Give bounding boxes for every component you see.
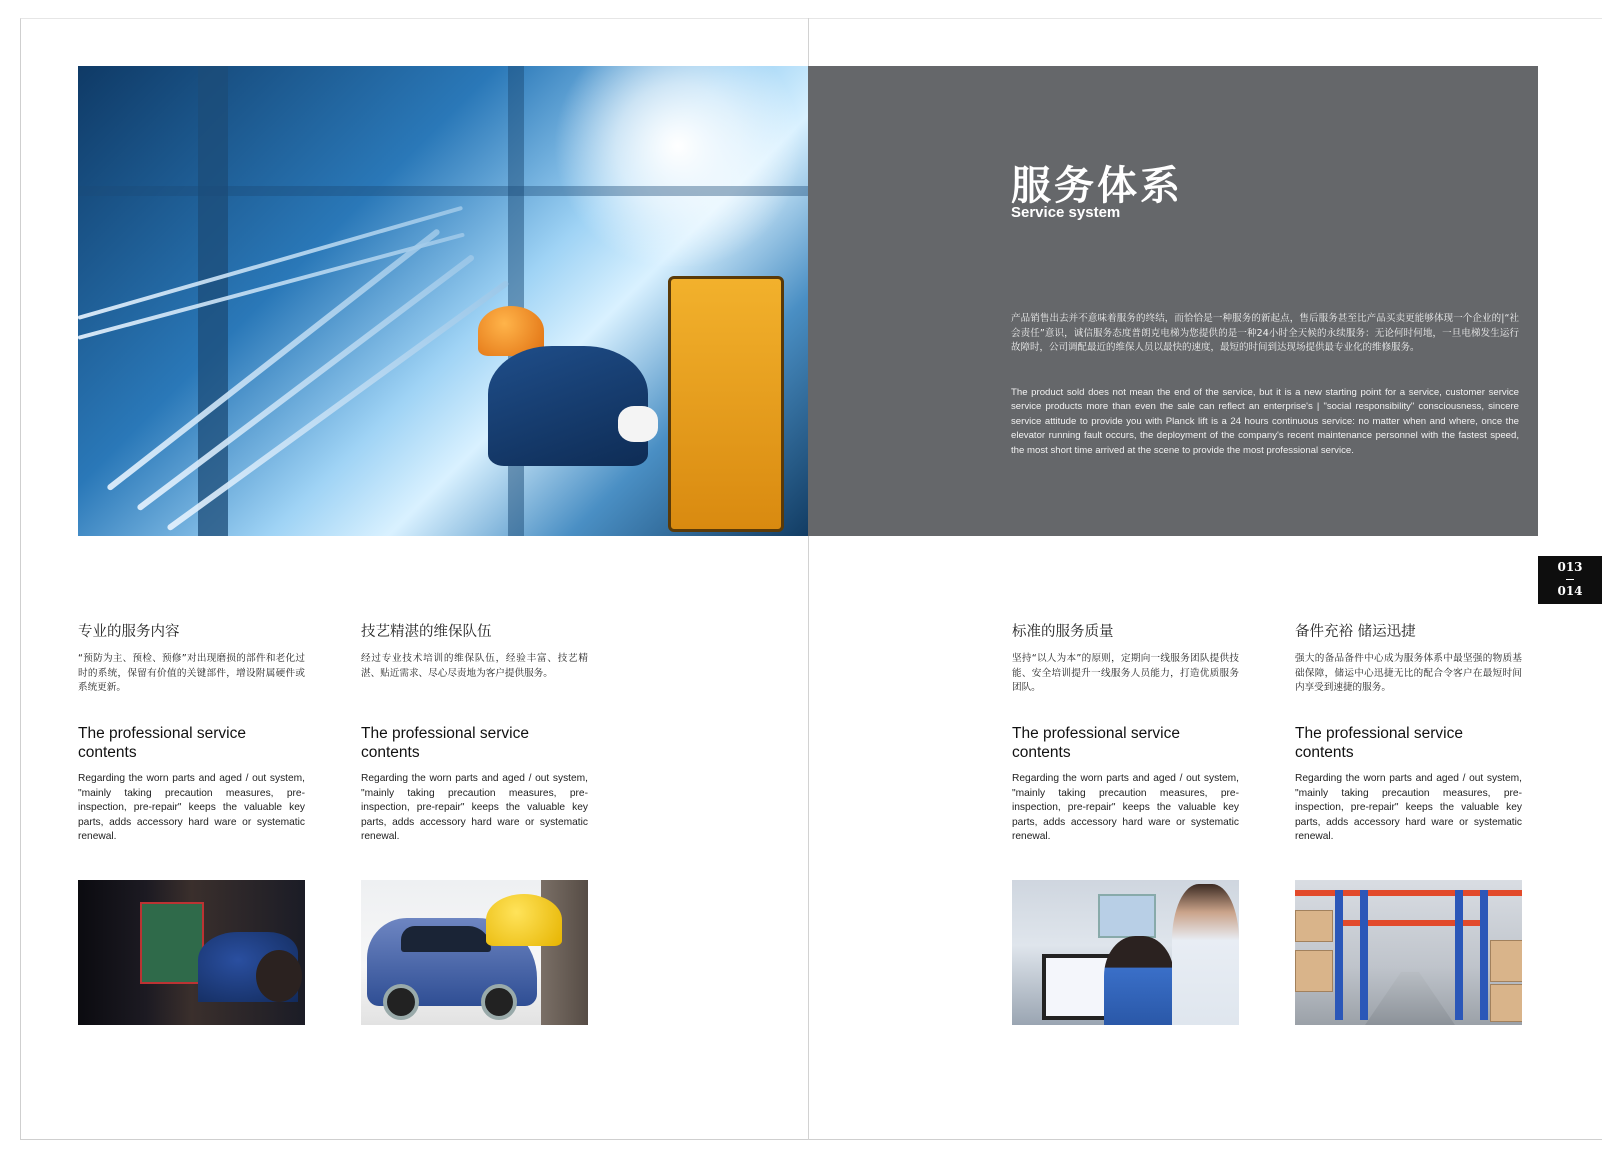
wall-map — [1098, 894, 1156, 938]
shaft-beam — [78, 186, 808, 196]
light-glow — [548, 66, 808, 266]
service-column — [1295, 620, 1522, 844]
stock-box — [1295, 950, 1333, 992]
rack-post — [1455, 890, 1463, 1020]
stock-box — [1295, 910, 1333, 942]
column-text-en: Regarding the worn parts and aged / out system, "mainly taking precaution measures, pre-inspection, pre-repair" keeps the valuable key parts, adds accessory hard ware or systematic renewal. — [361, 773, 588, 843]
steel-cable — [78, 233, 465, 340]
service-column — [1012, 620, 1239, 844]
column-text-en: Regarding the worn parts and aged / out system, "mainly taking precaution measures, pre-inspection, pre-repair" keeps the valuable key parts, adds accessory hard ware or systematic renewal. — [78, 773, 305, 843]
worker-body — [488, 346, 648, 466]
hero-photo — [78, 66, 808, 536]
page-number-left: 013 — [1557, 560, 1583, 574]
rack-post — [1335, 890, 1343, 1020]
seated-worker — [1104, 936, 1174, 1025]
column-heading-en: The professional service contents — [1295, 725, 1463, 761]
section-subtitle: Service system — [1011, 204, 1121, 221]
column-text-en: Regarding the worn parts and aged / out system, "mainly taking precaution measures, pre-inspection, pre-repair" keeps the valuable key parts, adds accessory hard ware or systematic renewal. — [1295, 773, 1522, 843]
column-heading-en: The professional service contents — [1012, 725, 1180, 761]
van-wheel — [383, 984, 419, 1020]
page-number-right: 014 — [1557, 584, 1583, 598]
technician-head — [256, 950, 302, 1002]
column-text-cn: 强大的备品备件中心成为服务体系中最坚强的物质基础保障，储运中心迅捷无比的配合令客户在最短时间内享受到速捷的服务。 — [1295, 653, 1522, 693]
technician-photo — [78, 880, 305, 1025]
yellow-helmet — [486, 894, 562, 946]
page-number-tab — [1538, 556, 1602, 604]
column-heading-en: The professional service contents — [361, 725, 529, 761]
title-block — [808, 66, 1538, 536]
page-number-divider — [1566, 579, 1574, 580]
steel-cable — [136, 254, 475, 512]
column-heading-cn: 备件充裕 储运迅捷 — [1295, 624, 1416, 640]
office-photo — [1012, 880, 1239, 1025]
section-title: 服务体系 — [1011, 162, 1183, 209]
warehouse-photo — [1295, 880, 1522, 1025]
column-text-en: Regarding the worn parts and aged / out system, "mainly taking precaution measures, pre-inspection, pre-repair" keeps the valuable key parts, adds accessory hard ware or systematic renewal. — [1012, 773, 1239, 843]
service-column — [78, 620, 305, 844]
service-van-photo — [361, 880, 588, 1025]
column-heading-cn: 标准的服务质量 — [1012, 624, 1114, 640]
column-heading-en: The professional service contents — [78, 725, 246, 761]
rack-post — [1480, 890, 1488, 1020]
control-box — [668, 276, 784, 532]
column-text-cn: 坚持“以人为本”的原则，定期向一线服务团队提供技能、安全培训提升一线服务人员能力，打造优质服务团队。 — [1012, 653, 1239, 693]
intro-text-cn: 产品销售出去并不意味着服务的终结，而恰恰是一种服务的新起点，售后服务甚至比产品买卖更能够体现一个企业的|“社会责任”意识，诚信服务态度普朗克电梯为您提供的是一种24小时全天候的永续服务：无论何时何地，一旦电梯发生运行故障时，公司调配最近的维保人员以最快的速度，最短的时间到达现场提供最专业化的维修服务。 — [1011, 313, 1519, 353]
column-text-cn: 经过专业技术培训的维保队伍，经验丰富、技艺精湛、贴近需求、尽心尽责地为客户提供服务。 — [361, 653, 588, 679]
column-text-cn: “预防为主、预检、预修”对出现磨损的部件和老化过时的系统，保留有价值的关键部件，增设附属硬件或系统更新。 — [78, 653, 305, 693]
column-heading-cn: 专业的服务内容 — [78, 624, 180, 640]
standing-supervisor — [1172, 884, 1239, 1025]
circuit-board — [140, 902, 204, 984]
service-column — [361, 620, 588, 844]
van-wheel — [481, 984, 517, 1020]
van-window — [401, 926, 491, 952]
intro-text-en: The product sold does not mean the end of the service, but it is a new starting point for a service, customer service service products more than even the sale can reflect an enterprise's | "social responsibility" consciousness, sincere service attitude to provide you with Planck lift is a 24 hours continuous service: no matter when and where, once the elevator running fault occurs, the deployment of the company's recent maintenance personnel with the fastest speed, the most short time arrived at the scene to provide the most professional service. — [1011, 387, 1519, 456]
worker-figure — [478, 306, 658, 476]
column-heading-cn: 技艺精湛的维保队伍 — [361, 624, 492, 640]
warehouse-aisle — [1365, 972, 1455, 1025]
glove — [618, 406, 658, 442]
stock-box — [1490, 984, 1522, 1022]
stock-box — [1490, 940, 1522, 982]
rack-post — [1360, 890, 1368, 1020]
